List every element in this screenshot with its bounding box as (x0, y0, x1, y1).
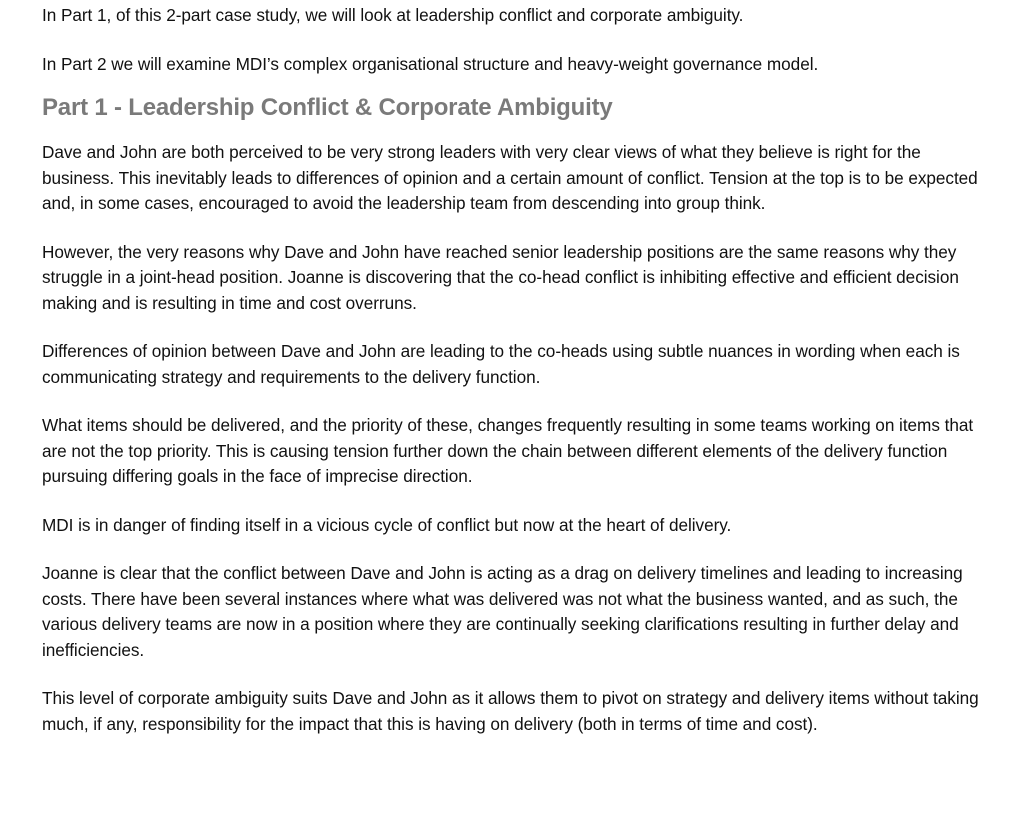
paragraph-delivery-drag: Joanne is clear that the conflict between Dave and John is acting as a drag on delivery timelines and leading to increasing costs. There have been several instances where what was delivered was not what the business wanted, and as such, the various delivery teams are now in a position where they are continually seeking clarifications resulting in further delay and inefficiencies. (42, 563, 963, 660)
intro-part2-text: In Part 2 we will examine MDI’s complex organisational structure and heavy-weight governance model. (42, 53, 819, 74)
paragraph-vicious-cycle: MDI is in danger of finding itself in a vicious cycle of conflict but now at the heart of delivery. (42, 514, 732, 535)
section-heading: Part 1 - Leadership Conflict & Corporate Ambiguity (42, 94, 613, 121)
paragraph-ambiguity: This level of corporate ambiguity suits Dave and John as it allows them to pivot on strategy and delivery items without taking much, if any, responsibility for the impact that this is having on delivery (both in terms of time and cost). (42, 688, 979, 734)
intro-part1-text: In Part 1, of this 2-part case study, we will look at leadership conflict and corporate ambiguity. (42, 5, 744, 25)
paragraph-leaders: Dave and John are both perceived to be very strong leaders with very clear views of what they believe is right for the business. This inevitably leads to differences of opinion and a certain amount of conflict. Tension at the top is to be expected and, in some cases, encouraged to avoid the leadership team from descending into group think. (42, 142, 978, 213)
paragraph-priorities: What items should be delivered, and the priority of these, changes frequently resulting in some teams working on items that are not the top priority. This is causing tension further down the chain between different elements of the delivery function pursuing differing goals in the face of imprecise direction. (42, 415, 974, 486)
paragraph-differences: Differences of opinion between Dave and John are leading to the co-heads using subtle nuances in wording when each is communicating strategy and requirements to the delivery function. (42, 341, 960, 387)
paragraph-joint-head: However, the very reasons why Dave and John have reached senior leadership positions are the same reasons why they struggle in a joint-head position. Joanne is discovering that the co-head conflict is inhibiting effective and efficient decision making and is resulting in time and cost overruns. (42, 241, 959, 313)
